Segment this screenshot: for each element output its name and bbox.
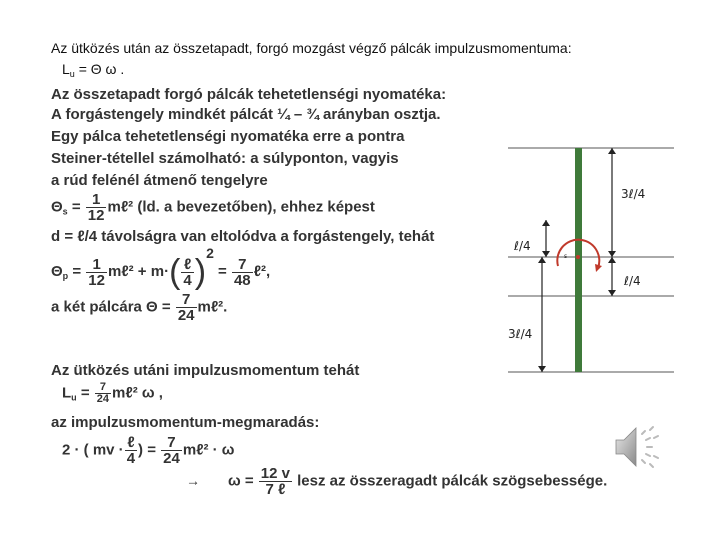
arrow-head	[608, 148, 616, 154]
rod-diagram	[480, 140, 680, 380]
body-line-2: A forgástengely mindkét pálcát ¼ – ¾ arányban osztja.	[51, 106, 441, 123]
denominator: 24	[96, 393, 110, 405]
two-rods-formula	[51, 292, 227, 323]
numerator: 7	[182, 291, 191, 308]
label-3l4-top: 3ℓ/4	[621, 187, 646, 201]
denominator: 24	[163, 450, 180, 467]
ml2-plus-m: mℓ² + m·	[107, 263, 170, 280]
center-point	[576, 255, 580, 259]
lu-subscript: u	[69, 69, 75, 79]
denominator: 4	[183, 271, 192, 289]
denominator: 48	[233, 271, 251, 289]
rotation-arrow-head	[595, 264, 602, 272]
speaker-icon[interactable]	[612, 422, 662, 472]
lu2-formula	[62, 382, 163, 405]
lu2-rest: ω ,	[137, 384, 163, 402]
equals: =	[67, 198, 85, 216]
result-text: lesz az összeragadt pálcák szögsebessége.	[292, 472, 608, 490]
arrow-head	[538, 257, 546, 263]
lu2-letter: L	[62, 384, 72, 402]
numerator: ℓ	[127, 434, 135, 451]
fraction-l-4	[125, 435, 137, 466]
conservation-line: az impulzusmomentum-megmaradás:	[51, 414, 320, 431]
rod-main	[575, 148, 582, 372]
conservation-formula	[62, 435, 234, 466]
arrow-head	[542, 220, 550, 226]
lu2-subscript: u	[71, 392, 77, 403]
denominator: 12	[87, 207, 105, 224]
theta-p-subscript: p	[62, 271, 69, 281]
numerator: 1	[91, 191, 101, 208]
cons-mid: ) =	[138, 441, 161, 459]
denominator: 4	[126, 450, 136, 467]
numerator: 7	[99, 381, 106, 393]
arrow: →	[186, 472, 200, 489]
numerator: 7	[167, 434, 176, 451]
fraction-7-24-small	[95, 382, 111, 405]
theta-s-formula	[51, 192, 375, 223]
arrow-head	[538, 366, 546, 372]
arrow-head	[608, 290, 616, 296]
ml2: mℓ²	[107, 198, 134, 216]
result-formula	[186, 466, 607, 497]
right-paren: )	[194, 253, 207, 292]
ml2: mℓ²	[112, 384, 138, 402]
body-line-3: Egy pálca tehetetlenségi nyomatéka erre a pontra	[51, 128, 405, 145]
fraction-12v-7l	[259, 466, 292, 497]
label-l4-right: ℓ/4	[624, 274, 641, 288]
theta-s-subscript: s	[62, 206, 68, 217]
fraction-7-24	[176, 292, 197, 323]
label-3l4-bottom: 3ℓ/4	[508, 327, 533, 341]
body-line-7: d = ℓ/4 távolságra van eltolódva a forgástengely, tehát	[51, 228, 435, 245]
after-title: Az ütközés utáni impulzusmomentum tehát	[51, 362, 360, 379]
arrow-head	[608, 251, 616, 257]
cons-right: mℓ² · ω	[182, 441, 235, 459]
cons-left: 2 · ( mv ·	[62, 441, 124, 459]
fraction-7-48	[232, 257, 253, 288]
theta-p-formula	[51, 245, 271, 292]
center-label: s	[564, 253, 568, 260]
lu-formula	[62, 61, 124, 79]
exponent-2: 2	[206, 245, 214, 261]
equals: =	[68, 263, 86, 280]
numerator: ℓ	[183, 255, 192, 273]
theta-p-symbol: Θ	[51, 263, 63, 280]
arrow-head	[608, 257, 616, 263]
body-line-1: Az összetapadt forgó pálcák tehetetlenségi nyomatéka:	[51, 86, 447, 103]
ell2-comma: ℓ²,	[253, 263, 271, 280]
lu-rest: = Θ ω .	[74, 61, 125, 77]
label-l4-left: ℓ/4	[514, 239, 531, 253]
numerator: 7	[238, 255, 247, 273]
numerator: 1	[92, 255, 101, 273]
denominator: 12	[88, 271, 105, 289]
fraction-1-12	[86, 192, 107, 223]
header-line: Az ütközés után az összetapadt, forgó mozgást végző pálcák impulzusmomentuma:	[51, 40, 572, 56]
arrow-head	[542, 251, 550, 257]
fraction-1-12	[86, 257, 107, 288]
ml2-dot: mℓ².	[197, 298, 228, 316]
theta-s-remark: (ld. a bevezetőben), ehhez képest	[133, 198, 375, 216]
fraction-l-4	[181, 257, 193, 288]
fraction-7-24	[161, 435, 182, 466]
equals: =	[76, 384, 94, 402]
numerator: 12 v	[260, 465, 290, 482]
two-rods-label: a két pálcára Θ =	[51, 298, 175, 316]
body-line-5: a rúd felénél átmenő tengelyre	[51, 172, 268, 189]
lu-letter: L	[62, 61, 70, 77]
speaker-waves	[642, 427, 658, 467]
theta-s-symbol: Θ	[51, 198, 63, 216]
left-paren: (	[169, 253, 181, 292]
body-line-4: Steiner-tétellel számolható: a súlyponton, vagyis	[51, 150, 399, 167]
equals: =	[213, 263, 231, 280]
denominator: 7 ℓ	[259, 481, 292, 497]
speaker-body	[616, 428, 636, 466]
omega-eq: ω =	[228, 472, 258, 490]
denominator: 24	[177, 307, 195, 324]
